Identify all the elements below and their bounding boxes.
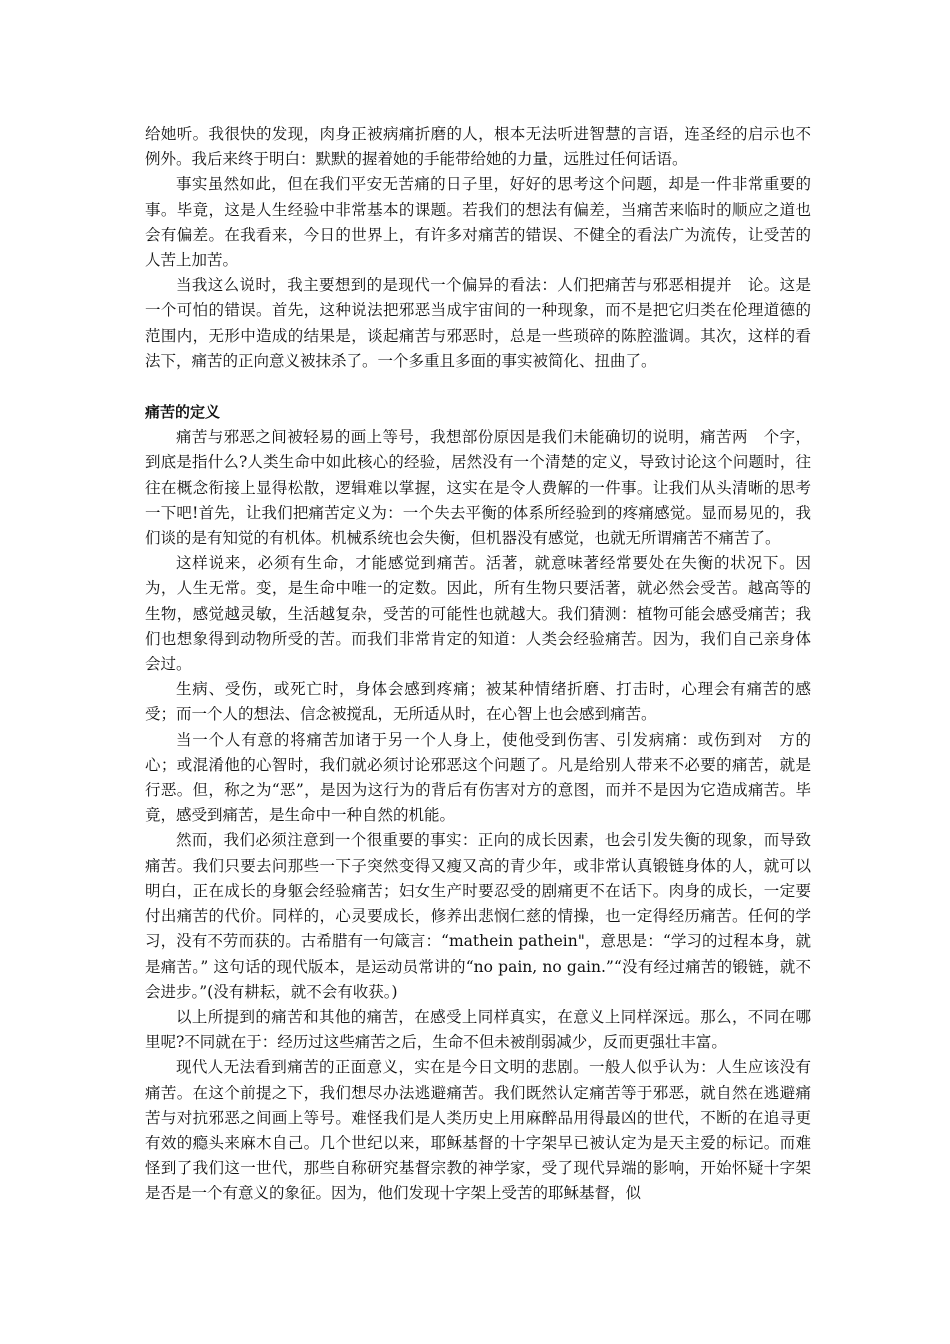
paragraph-continued: 给她听。我很快的发现，肉身正被病痛折磨的人，根本无法听进智慧的言语，连圣经的启示也不例外。我后来终于明白：默默的握着她的手能带给她的力量，远胜过任何话语。 [145, 125, 811, 169]
paragraph: 现代人无法看到痛苦的正面意义，实在是今日文明的悲剧。一般人似乎认为：人生应该没有痛苦。在这个前提之下，我们想尽办法逃避痛苦。我们既然认定痛苦等于邪恶，就自然在逃避痛苦与对抗邪恶之间画上等号。难怪我们是人类历史上用麻醉品用得最凶的世代，不断的在追寻更有效的瘾头来麻木自己。几个世纪以来，耶稣基督的十字架早已被认定为是天主爱的标记。而难怪到了我们这一世代，那些自称研究基督宗教的神学家，受了现代异端的影响，开始怀疑十字架是否是一个有意义的象征。因为，他们发现十字架上受苦的耶稣基督，似 [145, 1058, 811, 1203]
paragraph: 生病、受伤，或死亡时，身体会感到疼痛；被某种情绪折磨、打击时，心理会有痛苦的感受；而一个人的想法、信念被搅乱，无所适从时，在心智上也会感到痛苦。 [145, 680, 811, 724]
paragraph: 然而，我们必须注意到一个很重要的事实：正向的成长因素，也会引发失衡的现象，而导致痛苦。我们只要去问那些一下子突然变得又瘦又高的青少年，或非常认真锻链身体的人，就可以明白，正在成长的身躯会经验痛苦；妇女生产时要忍受的剧痛更不在话下。肉身的成长，一定要付出痛苦的代价。同样的，心灵要成长，修养出悲悯仁慈的情操，也一定得经历痛苦。任何的学习，没有不劳而获的。古希腊有一句箴言：“mathein pathein"，意思是：“学习的过程本身，就是痛苦。” 这句话的现代版本，是运动员常讲的“no pain, no gain.”“没有经过痛苦的锻链，就不会进步。”(没有耕耘，就不会有收获。) [145, 831, 811, 1001]
paragraph: 当一个人有意的将痛苦加诸于另一个人身上，使他受到伤害、引发病痛：或伤到对 方的心；或混淆他的心智时，我们就必须讨论邪恶这个问题了。凡是给别人带来不必要的痛苦，就是行恶。但，称之为“恶”，是因为这行为的背后有伤害对方的意图，而并不是因为它造成痛苦。毕竟，感受到痛苦，是生命中一种自然的机能。 [145, 730, 811, 825]
paragraph: 事实虽然如此，但在我们平安无苦痛的日子里，好好的思考这个问题，却是一件非常重要的事。毕竟，这是人生经验中非常基本的课题。若我们的想法有偏差，当痛苦来临时的顺应之道也会有偏差。在我看来，今日的世界上，有许多对痛苦的错误、不健全的看法广为流传，让受苦的人苦上加苦。 [145, 175, 811, 270]
section-heading: 痛苦的定义 [145, 403, 221, 422]
paragraph: 当我这么说时，我主要想到的是现代一个偏异的看法：人们把痛苦与邪恶相提并 论。这是一个可怕的错误。首先，这种说法把邪恶当成宇宙间的一种现象，而不是把它归类在伦理道德的范围内，无形中造成的结果是，谈起痛苦与邪恶时，总是一些琐碎的陈腔滥调。其次，这样的看法下，痛苦的正向意义被抹杀了。一个多重且多面的事实被简化、扭曲了。 [145, 276, 811, 370]
paragraph: 这样说来，必须有生命，才能感觉到痛苦。活著，就意味著经常要处在失衡的状况下。因为，人生无常。变，是生命中唯一的定数。因此，所有生物只要活著，就必然会受苦。越高等的生物，感觉越灵敏，生活越复杂，受苦的可能性也就越大。我们猜测：植物可能会感受痛苦；我们也想象得到动物所受的苦。而我们非常肯定的知道：人类会经验痛苦。因为，我们自己亲身体会过。 [145, 554, 811, 674]
paragraph: 痛苦与邪恶之间被轻易的画上等号，我想部份原因是我们未能确切的说明，痛苦两 个字，到底是指什么?人类生命中如此核心的经验，居然没有一个清楚的定义，导致讨论这个问题时，往往在概念衔接上显得松散，逻辑难以掌握，这实在是令人费解的一件事。让我们从头清晰的思考一下吧!首先，让我们把痛苦定义为：一个失去平衡的体系所经验到的疼痛感觉。显而易见的，我们谈的是有知觉的有机体。机械系统也会失衡，但机器没有感觉，也就无所谓痛苦不痛苦了。 [145, 428, 811, 548]
document-body [145, 122, 811, 1207]
paragraph: 以上所提到的痛苦和其他的痛苦，在感受上同样真实，在意义上同样深远。那么，不同在哪里呢?不同就在于：经历过这些痛苦之后，生命不但未被削弱减少，反而更强壮丰富。 [145, 1007, 811, 1052]
